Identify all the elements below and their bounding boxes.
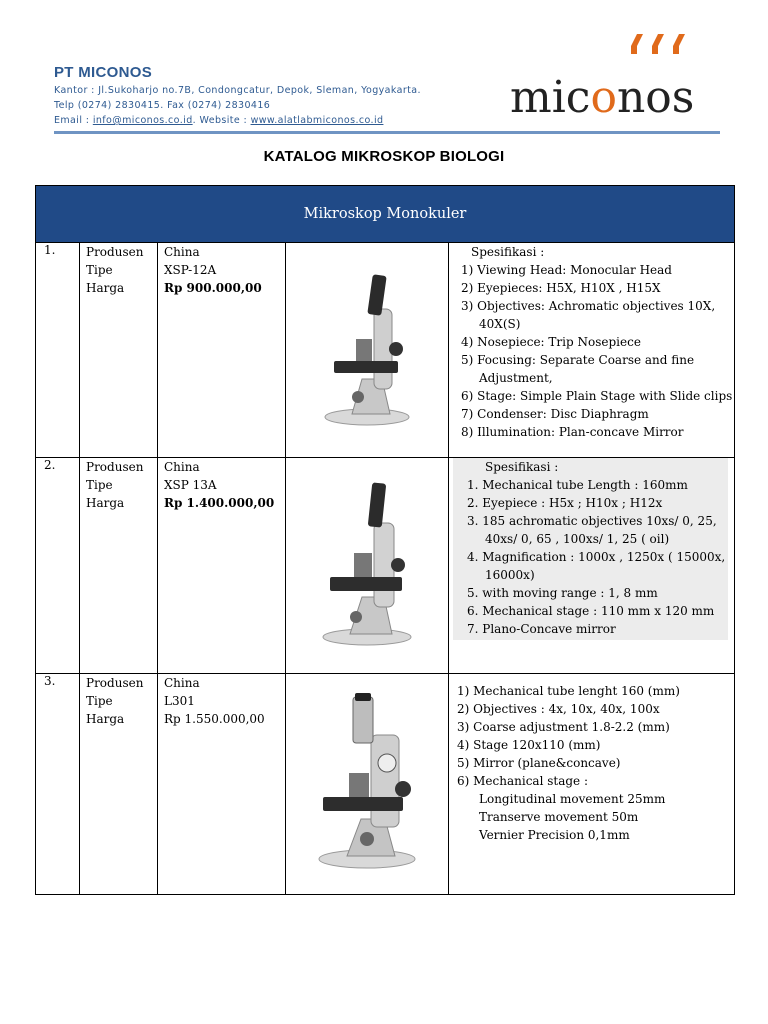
company-name: PT MICONOS <box>54 64 153 81</box>
label-produsen: Produsen <box>86 676 144 690</box>
produsen-value: China <box>164 676 200 690</box>
product-image-cell <box>286 243 449 458</box>
company-address: Kantor : Jl.Sukoharjo no.7B, Condongcatur, Depok, Sleman, Yogyakarta. <box>54 85 421 96</box>
field-values <box>158 458 286 674</box>
label-produsen: Produsen <box>86 460 144 474</box>
spec-item: 40xs/ 0, 65 , 100xs/ 1, 25 ( oil) <box>485 532 670 546</box>
spec-item: 2) Eyepieces: H5X, H10X , H15X <box>461 281 661 295</box>
spec-cell <box>449 243 735 458</box>
spec-item: 1) Mechanical tube lenght 160 (mm) <box>457 684 680 698</box>
logo-text-accent: o <box>590 72 617 120</box>
tipe-value: L301 <box>164 694 195 708</box>
field-labels <box>80 243 158 458</box>
tipe-value: XSP-12A <box>164 263 217 277</box>
section-header: Mikroskop Monokuler <box>36 186 735 243</box>
produsen-value: China <box>164 460 200 474</box>
spec-item: Transerve movement 50m <box>479 810 639 824</box>
spec-item: 3) Objectives: Achromatic objectives 10X, <box>461 299 716 313</box>
produsen-value: China <box>164 245 200 259</box>
logo-text-pre: mic <box>510 72 591 120</box>
spec-item: 5) Focusing: Separate Coarse and fine <box>461 353 695 367</box>
harga-value: Rp 1.400.000,00 <box>164 496 275 510</box>
label-tipe: Tipe <box>86 263 113 277</box>
spec-item: 3. 185 achromatic objectives 10xs/ 0, 25, <box>467 514 717 528</box>
table-row <box>36 243 735 458</box>
label-produsen: Produsen <box>86 245 144 259</box>
spec-item: 6) Stage: Simple Plain Stage with Slide clips <box>461 389 733 403</box>
label-tipe: Tipe <box>86 694 113 708</box>
spec-item: 3) Coarse adjustment 1.8-2.2 (mm) <box>457 720 670 734</box>
spec-cell <box>449 458 735 674</box>
label-harga: Harga <box>86 281 125 295</box>
spec-item: 4. Magnification : 1000x , 1250x ( 15000x, <box>467 550 726 564</box>
field-values <box>158 243 286 458</box>
header-divider <box>54 131 720 134</box>
spec-item: 6) Mechanical stage : <box>457 774 588 788</box>
document-title: KATALOG MIKROSKOP BIOLOGI <box>263 148 505 165</box>
spec-item: 2) Objectives : 4x, 10x, 40x, 100x <box>457 702 660 716</box>
label-tipe: Tipe <box>86 478 113 492</box>
spec-item: 16000x) <box>485 568 535 582</box>
field-labels <box>80 674 158 895</box>
harga-value: Rp 1.550.000,00 <box>164 712 265 726</box>
spec-item: Longitudinal movement 25mm <box>479 792 666 806</box>
microscope-image <box>312 479 422 649</box>
product-image-cell <box>286 458 449 674</box>
spec-title: Spesifikasi : <box>485 460 559 474</box>
row-number: 1. <box>36 243 80 458</box>
spec-item: Vernier Precision 0,1mm <box>479 828 630 842</box>
spec-item: 6. Mechanical stage : 110 mm x 120 mm <box>467 604 715 618</box>
field-labels <box>80 458 158 674</box>
table-row <box>36 674 735 895</box>
company-contact <box>54 115 383 126</box>
row-number: 2. <box>36 458 80 674</box>
row-number: 3. <box>36 674 80 895</box>
spec-cell <box>449 674 735 895</box>
spec-item: 8) Illumination: Plan-concave Mirror <box>461 425 684 439</box>
spec-item: 2. Eyepiece : H5x ; H10x ; H12x <box>467 496 663 510</box>
spec-item: 7. Plano-Concave mirror <box>467 622 616 636</box>
spec-item: 5) Mirror (plane&concave) <box>457 756 621 770</box>
spec-item: 7) Condenser: Disc Diaphragm <box>461 407 649 421</box>
spec-item: 1) Viewing Head: Monocular Head <box>461 263 672 277</box>
logo-text-post: nos <box>616 72 695 120</box>
miconos-logo <box>506 30 721 120</box>
harga-value: Rp 900.000,00 <box>164 281 262 295</box>
spec-item: Adjustment, <box>479 371 553 385</box>
microscope-image <box>312 269 422 429</box>
microscope-image <box>307 693 427 873</box>
table-row <box>36 458 735 674</box>
field-values <box>158 674 286 895</box>
website-link[interactable]: www.alatlabmiconos.co.id <box>250 115 384 126</box>
spec-item: 1. Mechanical tube Length : 160mm <box>467 478 688 492</box>
tipe-value: XSP 13A <box>164 478 217 492</box>
catalog-table <box>35 185 735 895</box>
email-label: Email : <box>54 115 93 126</box>
spec-item: 4) Nosepiece: Trip Nosepiece <box>461 335 641 349</box>
spec-item: 5. with moving range : 1, 8 mm <box>467 586 658 600</box>
label-harga: Harga <box>86 712 125 726</box>
spec-item: 4) Stage 120x110 (mm) <box>457 738 601 752</box>
company-phone: Telp (0274) 2830415. Fax (0274) 2830416 <box>54 100 271 111</box>
spec-item: 40X(S) <box>479 317 521 331</box>
spec-block <box>453 458 728 640</box>
product-image-cell <box>286 674 449 895</box>
spec-title: Spesifikasi : <box>471 245 545 259</box>
website-label: . Website : <box>192 115 251 126</box>
logo-mark-icon <box>631 34 685 54</box>
email-link[interactable]: info@miconos.co.id <box>92 115 193 126</box>
svg-text:miconos <box>510 72 694 120</box>
label-harga: Harga <box>86 496 125 510</box>
